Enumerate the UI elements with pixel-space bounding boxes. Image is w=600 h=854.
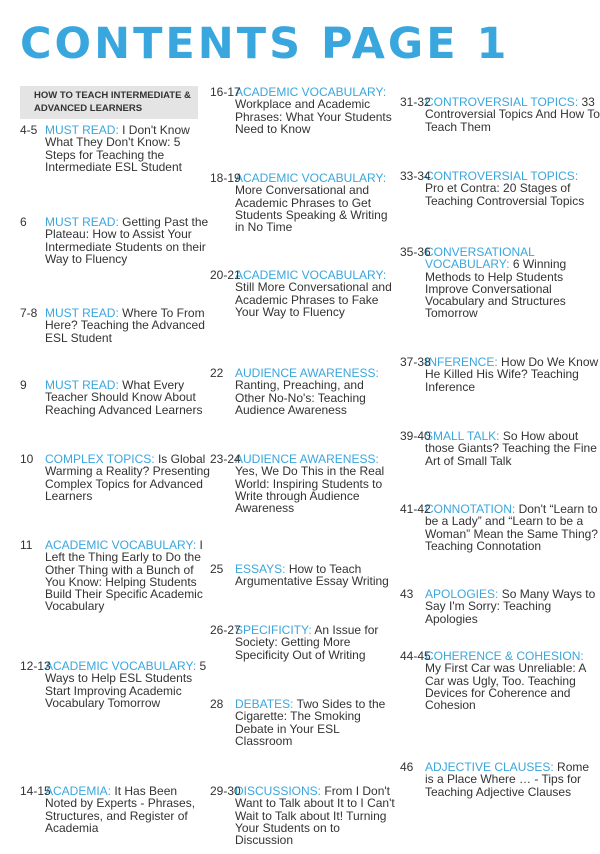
page-number: 39-40 (400, 429, 431, 443)
entry-topic: INFERENCE: (425, 355, 498, 369)
entry-topic: DISCUSSIONS: (235, 784, 322, 798)
page-number: 44-45 (400, 649, 431, 663)
page-number: 11 (20, 538, 33, 552)
section-heading: HOW TO TEACH INTERMEDIATE & ADVANCED LEARNERS (20, 86, 198, 119)
entry-title: More Conversational and Academic Phrases to Get Students Speaking & Writing in No Time (235, 183, 388, 235)
entry-topic: SPECIFICITY: (235, 623, 312, 637)
entry-topic: ACADEMIC VOCABULARY: (235, 85, 387, 99)
page-number: 37-38 (400, 355, 431, 369)
toc-entry (400, 170, 600, 207)
page-number: 28 (210, 697, 224, 711)
entry-title: How Do We Know He Killed His Wife? Teaching Inference (425, 355, 599, 394)
entry-topic: COHERENCE & COHESION: (425, 649, 584, 663)
entry-topic: ACADEMIC VOCABULARY: (45, 538, 197, 552)
entry-title: Two Sides to the Cigarette: The Smoking Debate in Your ESL Classroom (235, 697, 386, 748)
toc-entry (20, 216, 210, 265)
page-number: 9 (20, 378, 27, 392)
page-number: 25 (210, 562, 224, 576)
entry-topic: MUST READ: (45, 215, 119, 229)
toc-entry (210, 698, 396, 747)
page-number: 4-5 (20, 123, 38, 137)
page-number: 16-17 (210, 85, 241, 99)
entry-title: Don't “Learn to be a Lady” and “Learn to be a Woman” Mean the Same Thing? Teaching Connotation (425, 502, 598, 553)
entry-topic: MUST READ: (45, 123, 119, 137)
page-number: 31-32 (400, 95, 431, 109)
entry-topic: MUST READ: (45, 306, 119, 320)
toc-entry (400, 588, 600, 625)
page-number: 6 (20, 215, 27, 229)
page-number: 46 (400, 760, 414, 774)
entry-topic: AUDIENCE AWARENESS: (235, 366, 379, 380)
entry-title: 6 Winning Methods to Help Students Improve Conversational Vocabulary and Structures Tomorrow (425, 257, 567, 321)
entry-title: Getting Past the Plateau: How to Assist Your Intermediate Students on their Way to Fluency (45, 215, 209, 266)
entry-title: What Every Teacher Should Know About Reaching Advanced Learners (45, 378, 203, 417)
page-number: 29-30 (210, 784, 241, 798)
entry-topic: ACADEMIC VOCABULARY: (235, 268, 387, 282)
toc-entry (210, 86, 396, 135)
page-number: 26-27 (210, 623, 241, 637)
toc-entry (210, 785, 396, 846)
toc-entry (210, 624, 396, 661)
entry-title: Workplace and Academic Phrases: What Your Students Need to Know (235, 97, 392, 136)
page-number: 35-36 (400, 245, 431, 259)
entry-topic: CONTROVERSIAL TOPICS: (425, 95, 579, 109)
toc-entry (20, 379, 210, 416)
toc-entry (400, 96, 600, 133)
toc-entry (210, 269, 396, 318)
toc-entry (20, 539, 210, 613)
toc-entry (210, 563, 396, 588)
entry-topic: CONTROVERSIAL TOPICS: (425, 169, 579, 183)
entry-title: 5 Ways to Help ESL Students Start Improving Academic Vocabulary Tomorrow (45, 659, 207, 710)
toc-entry (400, 503, 600, 552)
entry-topic: AUDIENCE AWARENESS: (235, 452, 379, 466)
page-title: CONTENTS PAGE 1 (20, 19, 510, 69)
entry-title: Still More Conversational and Academic Phrases to Fake Your Way to Fluency (235, 280, 392, 319)
toc-entry (20, 453, 210, 502)
entry-title: 33 Controversial Topics And How To Teach Them (425, 95, 600, 134)
contents-column-1 (20, 86, 210, 835)
entry-title: Rome is a Place Where … - Tips for Teaching Adjective Clauses (425, 760, 590, 799)
entry-topic: ACADEMIC VOCABULARY: (235, 171, 387, 185)
entry-title: Yes, We Do This in the Real World: Inspiring Students to Write through Audience Awareness (235, 464, 385, 516)
toc-entry (400, 246, 600, 320)
toc-entry (400, 761, 600, 798)
page-number: 7-8 (20, 306, 38, 320)
page-number: 12-13 (20, 659, 51, 673)
toc-entry (400, 430, 600, 467)
entry-topic: DEBATES: (235, 697, 294, 711)
page-number: 41-42 (400, 502, 431, 516)
entry-topic: ADJECTIVE CLAUSES: (425, 760, 554, 774)
toc-entry (210, 367, 396, 416)
toc-entry (210, 453, 396, 514)
entry-topic: ESSAYS: (235, 562, 286, 576)
page-number: 10 (20, 452, 34, 466)
entry-title: So How about those Giants? Teaching the Fine Art of Small Talk (425, 429, 597, 468)
toc-entry (20, 307, 210, 344)
entry-title: Ranting, Preaching, and Other No-No's: Teaching Audience Awareness (235, 378, 366, 417)
toc-entry (400, 650, 600, 711)
toc-entry (20, 124, 210, 173)
page-number: 14-15 (20, 784, 51, 798)
entry-title: I Left the Thing Early to Do the Other Thing with a Bunch of You Know: Helping Students Build Their Specific Academic Vocabulary (45, 538, 203, 614)
entry-topic: CONVERSATIONAL VOCABULARY: (425, 245, 535, 272)
page-number: 20-21 (210, 268, 241, 282)
entry-topic: SMALL TALK: (425, 429, 500, 443)
entry-topic: MUST READ: (45, 378, 119, 392)
toc-entry (20, 660, 210, 709)
entry-title: So Many Ways to Say I'm Sorry: Teaching Apologies (425, 587, 596, 626)
entry-title: It Has Been Noted by Experts - Phrases, Structures, and Register of Academia (45, 784, 196, 835)
entry-topic: CONNOTATION: (425, 502, 516, 516)
toc-entry (20, 785, 210, 834)
entry-topic: APOLOGIES: (425, 587, 499, 601)
page-number: 18-19 (210, 171, 241, 185)
toc-entry (210, 172, 396, 233)
page-number: 22 (210, 366, 224, 380)
entry-topic: ACADEMIC VOCABULARY: (45, 659, 197, 673)
entry-title: How to Teach Argumentative Essay Writing (235, 562, 389, 589)
page-number: 23-24 (210, 452, 241, 466)
page-number: 33-34 (400, 169, 431, 183)
entry-title: Pro et Contra: 20 Stages of Teaching Controversial Topics (425, 181, 585, 208)
entry-title: From I Don't Want to Talk about It to I Can't Wait to Talk about It! Turning Your Students on to Discussion (235, 784, 395, 848)
entry-topic: ACADEMIA: (45, 784, 112, 798)
toc-entry (400, 356, 600, 393)
entry-topic: COMPLEX TOPICS: (45, 452, 155, 466)
entry-title: My First Car was Unreliable: A Car was Ugly, Too. Teaching Devices for Coherence and Cohesion (425, 661, 586, 713)
entry-title: Where To From Here? Teaching the Advanced ESL Student (45, 306, 205, 345)
entry-title: Is Global Warming a Reality? Presenting Complex Topics for Advanced Learners (45, 452, 210, 503)
entry-title: I Don't Know What They Don't Know: 5 Steps for Teaching the Intermediate ESL Student (45, 123, 190, 174)
page-number: 43 (400, 587, 414, 601)
entry-title: An Issue for Society: Getting More Specificity Out of Writing (235, 623, 379, 662)
